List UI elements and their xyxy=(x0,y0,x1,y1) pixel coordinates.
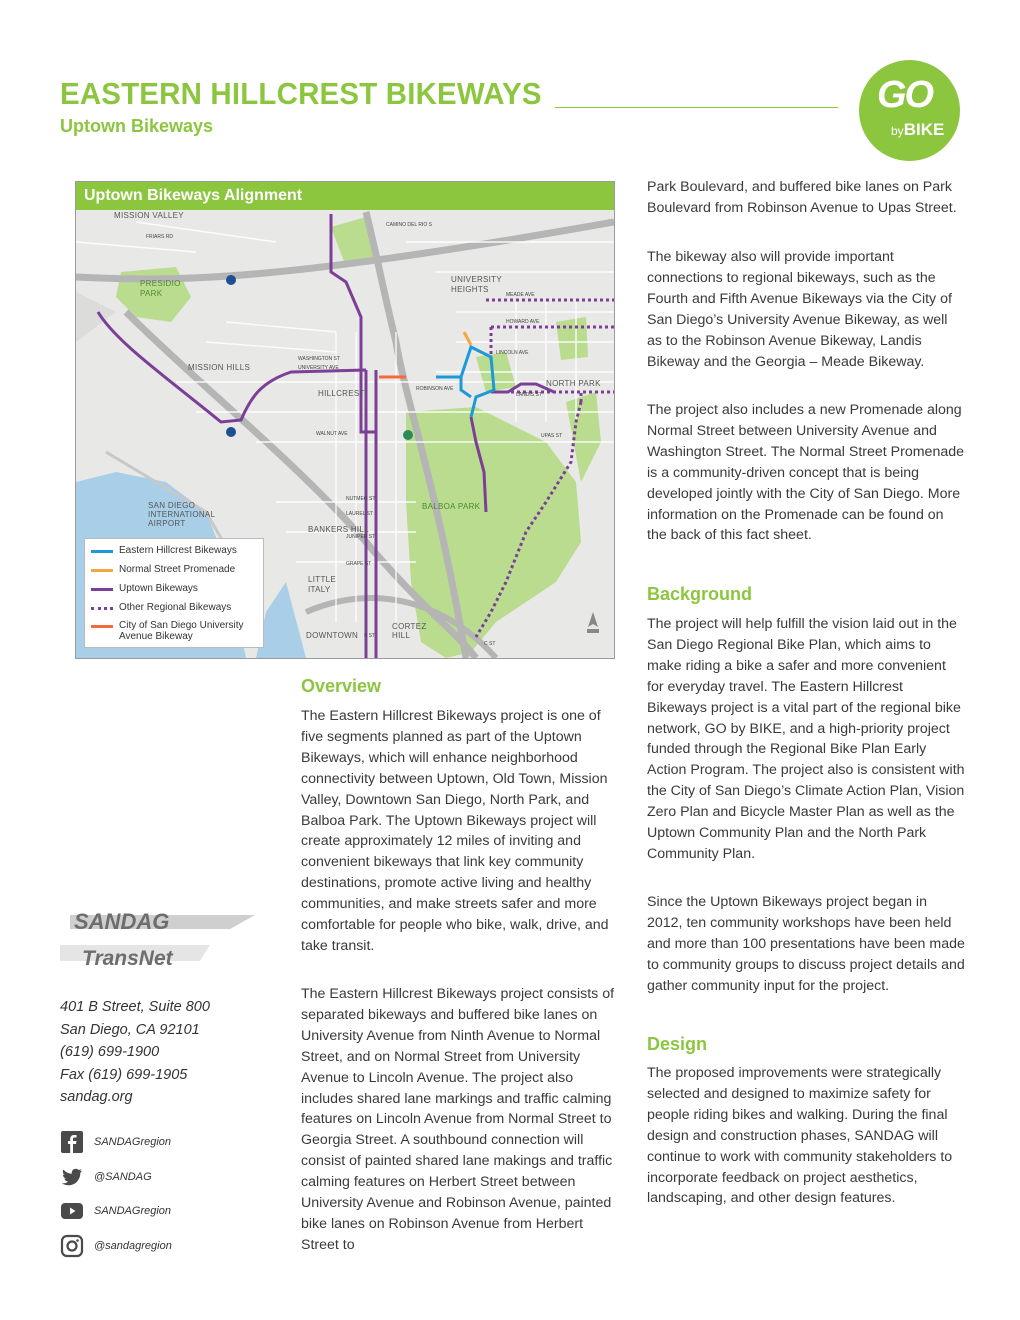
promenade-paragraph: The project also includes a new Promenade along Normal Street between University Avenue and Washington Street. The Normal Street Promenade is a community-driven concept that is being developed jointly with the City of San Diego. More information on the Promenade can be found on the back of this fact sheet. xyxy=(647,402,965,544)
street-label-robinson: ROBINSON AVE xyxy=(416,386,454,392)
freeway-5-shield-icon xyxy=(226,427,236,437)
background-heading: Background xyxy=(647,584,753,604)
map-label-heights: HEIGHTS xyxy=(451,285,489,294)
map-label-downtown: DOWNTOWN xyxy=(306,631,359,640)
legend-eastern-hillcrest: Eastern Hillcrest Bikeways xyxy=(91,545,237,556)
address-line: San Diego, CA 92101 xyxy=(60,1021,200,1038)
map-title: Uptown Bikeways Alignment xyxy=(76,182,614,210)
map-label-north-park: NORTH PARK xyxy=(546,379,601,388)
street-label-landis: LANDIS ST xyxy=(516,392,542,398)
contact-address xyxy=(60,996,210,1109)
north-park-area xyxy=(556,317,588,360)
design-heading: Design xyxy=(647,1034,708,1054)
street-label-camino-del-rio: CAMINO DEL RIO S xyxy=(386,222,432,228)
twitter-icon xyxy=(60,1165,84,1189)
connections-paragraph: The bikeway also will provide important connections to regional bikeways, such as the Fourth and Fifth Avenue Bikeways via the City of San Diego’s University Avenue Bikeway, as well as to the Robinson Avenue Bikeway, Landis Bikeway and the Georgia – Meade Bikeway. xyxy=(647,249,952,370)
map-label-airport: AIRPORT xyxy=(148,519,186,528)
map-label-hillcrest: HILLCREST xyxy=(318,389,365,398)
legend-swatch xyxy=(91,569,113,572)
phone-number: (619) 699-1900 xyxy=(60,1044,160,1060)
map-label-international: INTERNATIONAL xyxy=(148,510,216,519)
street-label-b-st: B ST xyxy=(364,633,376,639)
map-label-italy: ITALY xyxy=(308,585,331,594)
street-label-howard: HOWARD AVE xyxy=(506,319,540,325)
map-label-little: LITTLE xyxy=(308,575,337,584)
sandag-transnet-logo xyxy=(60,905,260,970)
legend-university-ave-bikeway: City of San Diego University Avenue Bikeway xyxy=(91,620,259,642)
map-label-san-diego: SAN DIEGO xyxy=(148,501,196,510)
map-label-presidio-park: PARK xyxy=(140,289,163,298)
overview-paragraph-2: The Eastern Hillcrest Bikeways project consists of separated bikeways and buffered bike lanes on University Avenue from Ninth Avenue to Normal Street, and on Normal Street from University Avenue to Lincoln Avenue. The project also includes shared lane markings and traffic calming features on Lincoln Avenue from Normal Street to Georgia Street. A southbound connection will consist of painted shared lane makings and traffic calming features on Herbert Street between University Avenue and Robinson Avenue, painted bike lanes on Robinson Avenue from Herbert Street to xyxy=(301,986,615,1253)
street-label-university: UNIVERSITY AVE xyxy=(298,365,339,371)
fax-number: Fax (619) 699-1905 xyxy=(60,1066,188,1083)
street-label-juniper: JUNIPER ST xyxy=(346,534,376,540)
right-continuation-paragraph: Park Boulevard, and buffered bike lanes on Park Boulevard from Robinson Avenue to Upas Street. xyxy=(647,179,957,216)
social-instagram[interactable]: @sandagregion xyxy=(60,1234,172,1258)
social-youtube[interactable]: SANDAGregion xyxy=(60,1199,171,1223)
design-paragraph: The proposed improvements were strategically selected and designed to maximize safety for people riding bikes and walking. During the final design and construction phases, SANDAG will continue to work with community stakeholders to incorporate feedback on project aesthetics, landscaping, and other design features. xyxy=(647,1065,953,1207)
legend-swatch xyxy=(91,625,113,628)
go-by-bike-logo xyxy=(859,60,960,161)
svg-text:TransNet: TransNet xyxy=(82,947,173,970)
street-label-upas: UPAS ST xyxy=(541,433,563,439)
title-divider xyxy=(555,107,838,108)
street-label-meade: MEADE AVE xyxy=(506,292,535,298)
legend-swatch xyxy=(91,607,113,610)
street-label-walnut: WALNUT AVE xyxy=(316,431,348,437)
bikeways-map xyxy=(75,181,615,659)
street-label-washington: WASHINGTON ST xyxy=(298,356,340,362)
youtube-icon xyxy=(60,1199,84,1223)
freeway-8-shield-icon xyxy=(226,275,236,285)
legend-normal-street-promenade: Normal Street Promenade xyxy=(91,564,235,575)
instagram-icon xyxy=(60,1234,84,1258)
facebook-icon xyxy=(60,1130,84,1154)
map-label-mission-valley: MISSION VALLEY xyxy=(114,211,184,220)
street-label-grape: GRAPE ST xyxy=(346,561,372,567)
map-label-university: UNIVERSITY xyxy=(451,275,503,284)
street-label-nutmeg: NUTMEG ST xyxy=(346,496,376,502)
map-label-presidio: PRESIDIO xyxy=(140,279,181,288)
mission-valley-area xyxy=(76,292,116,342)
street-label-friars: FRIARS RD xyxy=(146,234,173,240)
street-label-c-st: C ST xyxy=(484,641,496,647)
social-facebook[interactable]: SANDAGregion xyxy=(60,1130,171,1154)
legend-swatch xyxy=(91,588,113,591)
address-line: 401 B Street, Suite 800 xyxy=(60,999,210,1015)
overview-heading: Overview xyxy=(301,676,382,696)
map-label-mission-hills: MISSION HILLS xyxy=(188,363,251,372)
map-label-hill: HILL xyxy=(392,631,411,640)
svg-text:SANDAG: SANDAG xyxy=(74,909,170,934)
street-label-laurel: LAUREL ST xyxy=(346,511,374,517)
website-link[interactable]: sandag.org xyxy=(60,1089,133,1105)
background-paragraph-1: The project will help fulfill the vision laid out in the San Diego Regional Bike Plan, which aims to make riding a bike a safer and more convenient for everyday travel. The Eastern Hillcrest Bikeways project is a vital part of the regional bike network, GO by BIKE, and a high-priority project funded through the Regional Bike Plan Early Action Program. The project also is consistent with the City of San Diego’s Climate Action Plan, Vision Zero Plan and Bicycle Master Plan as well as the Uptown Community Plan and the North Park Community Plan. xyxy=(647,616,965,862)
balboa-park-area xyxy=(406,407,581,658)
map-label-bankers-hill: BANKERS HILL xyxy=(308,525,369,534)
map-label-cortez: CORTEZ xyxy=(392,622,427,631)
page-subtitle: Uptown Bikeways xyxy=(60,116,214,136)
overview-paragraph-1: The Eastern Hillcrest Bikeways project is one of five segments planned as part of the Uptown Bikeways, which will enhance neighborhood connectivity between Uptown, Old Town, Mission Valley, Downtown San Diego, North Park, and Balboa Park. The Uptown Bikeways project will create approximately 12 miles of inviting and convenient bikeways that link key community destinations, promote active living and healthy communities, and make streets safer and more comfortable for people who bike, walk, drive, and take transit. xyxy=(301,708,609,954)
logo-go-text: GO xyxy=(877,74,933,116)
map-legend xyxy=(84,538,264,648)
map-label-balboa-park: BALBOA PARK xyxy=(422,502,481,511)
legend-swatch xyxy=(91,550,113,553)
page-title: EASTERN HILLCREST BIKEWAYS xyxy=(60,76,542,111)
canyon-park-area xyxy=(566,392,601,482)
freeway-163-shield-icon xyxy=(403,430,413,440)
social-twitter[interactable]: @SANDAG xyxy=(60,1165,152,1189)
legend-other-regional-bikeways: Other Regional Bikeways xyxy=(91,602,231,613)
background-paragraph-2: Since the Uptown Bikeways project began in 2012, ten community workshops have been held and more than 100 presentations have been made to community groups to discuss project details and gather community input for the project. xyxy=(647,894,965,994)
normal-street-promenade-route xyxy=(464,332,471,345)
street-label-lincoln: LINCOLN AVE xyxy=(496,350,529,356)
logo-by-bike-text: byBIKE xyxy=(891,120,945,139)
north-arrow-icon xyxy=(587,612,599,633)
legend-uptown-bikeways: Uptown Bikeways xyxy=(91,583,198,594)
